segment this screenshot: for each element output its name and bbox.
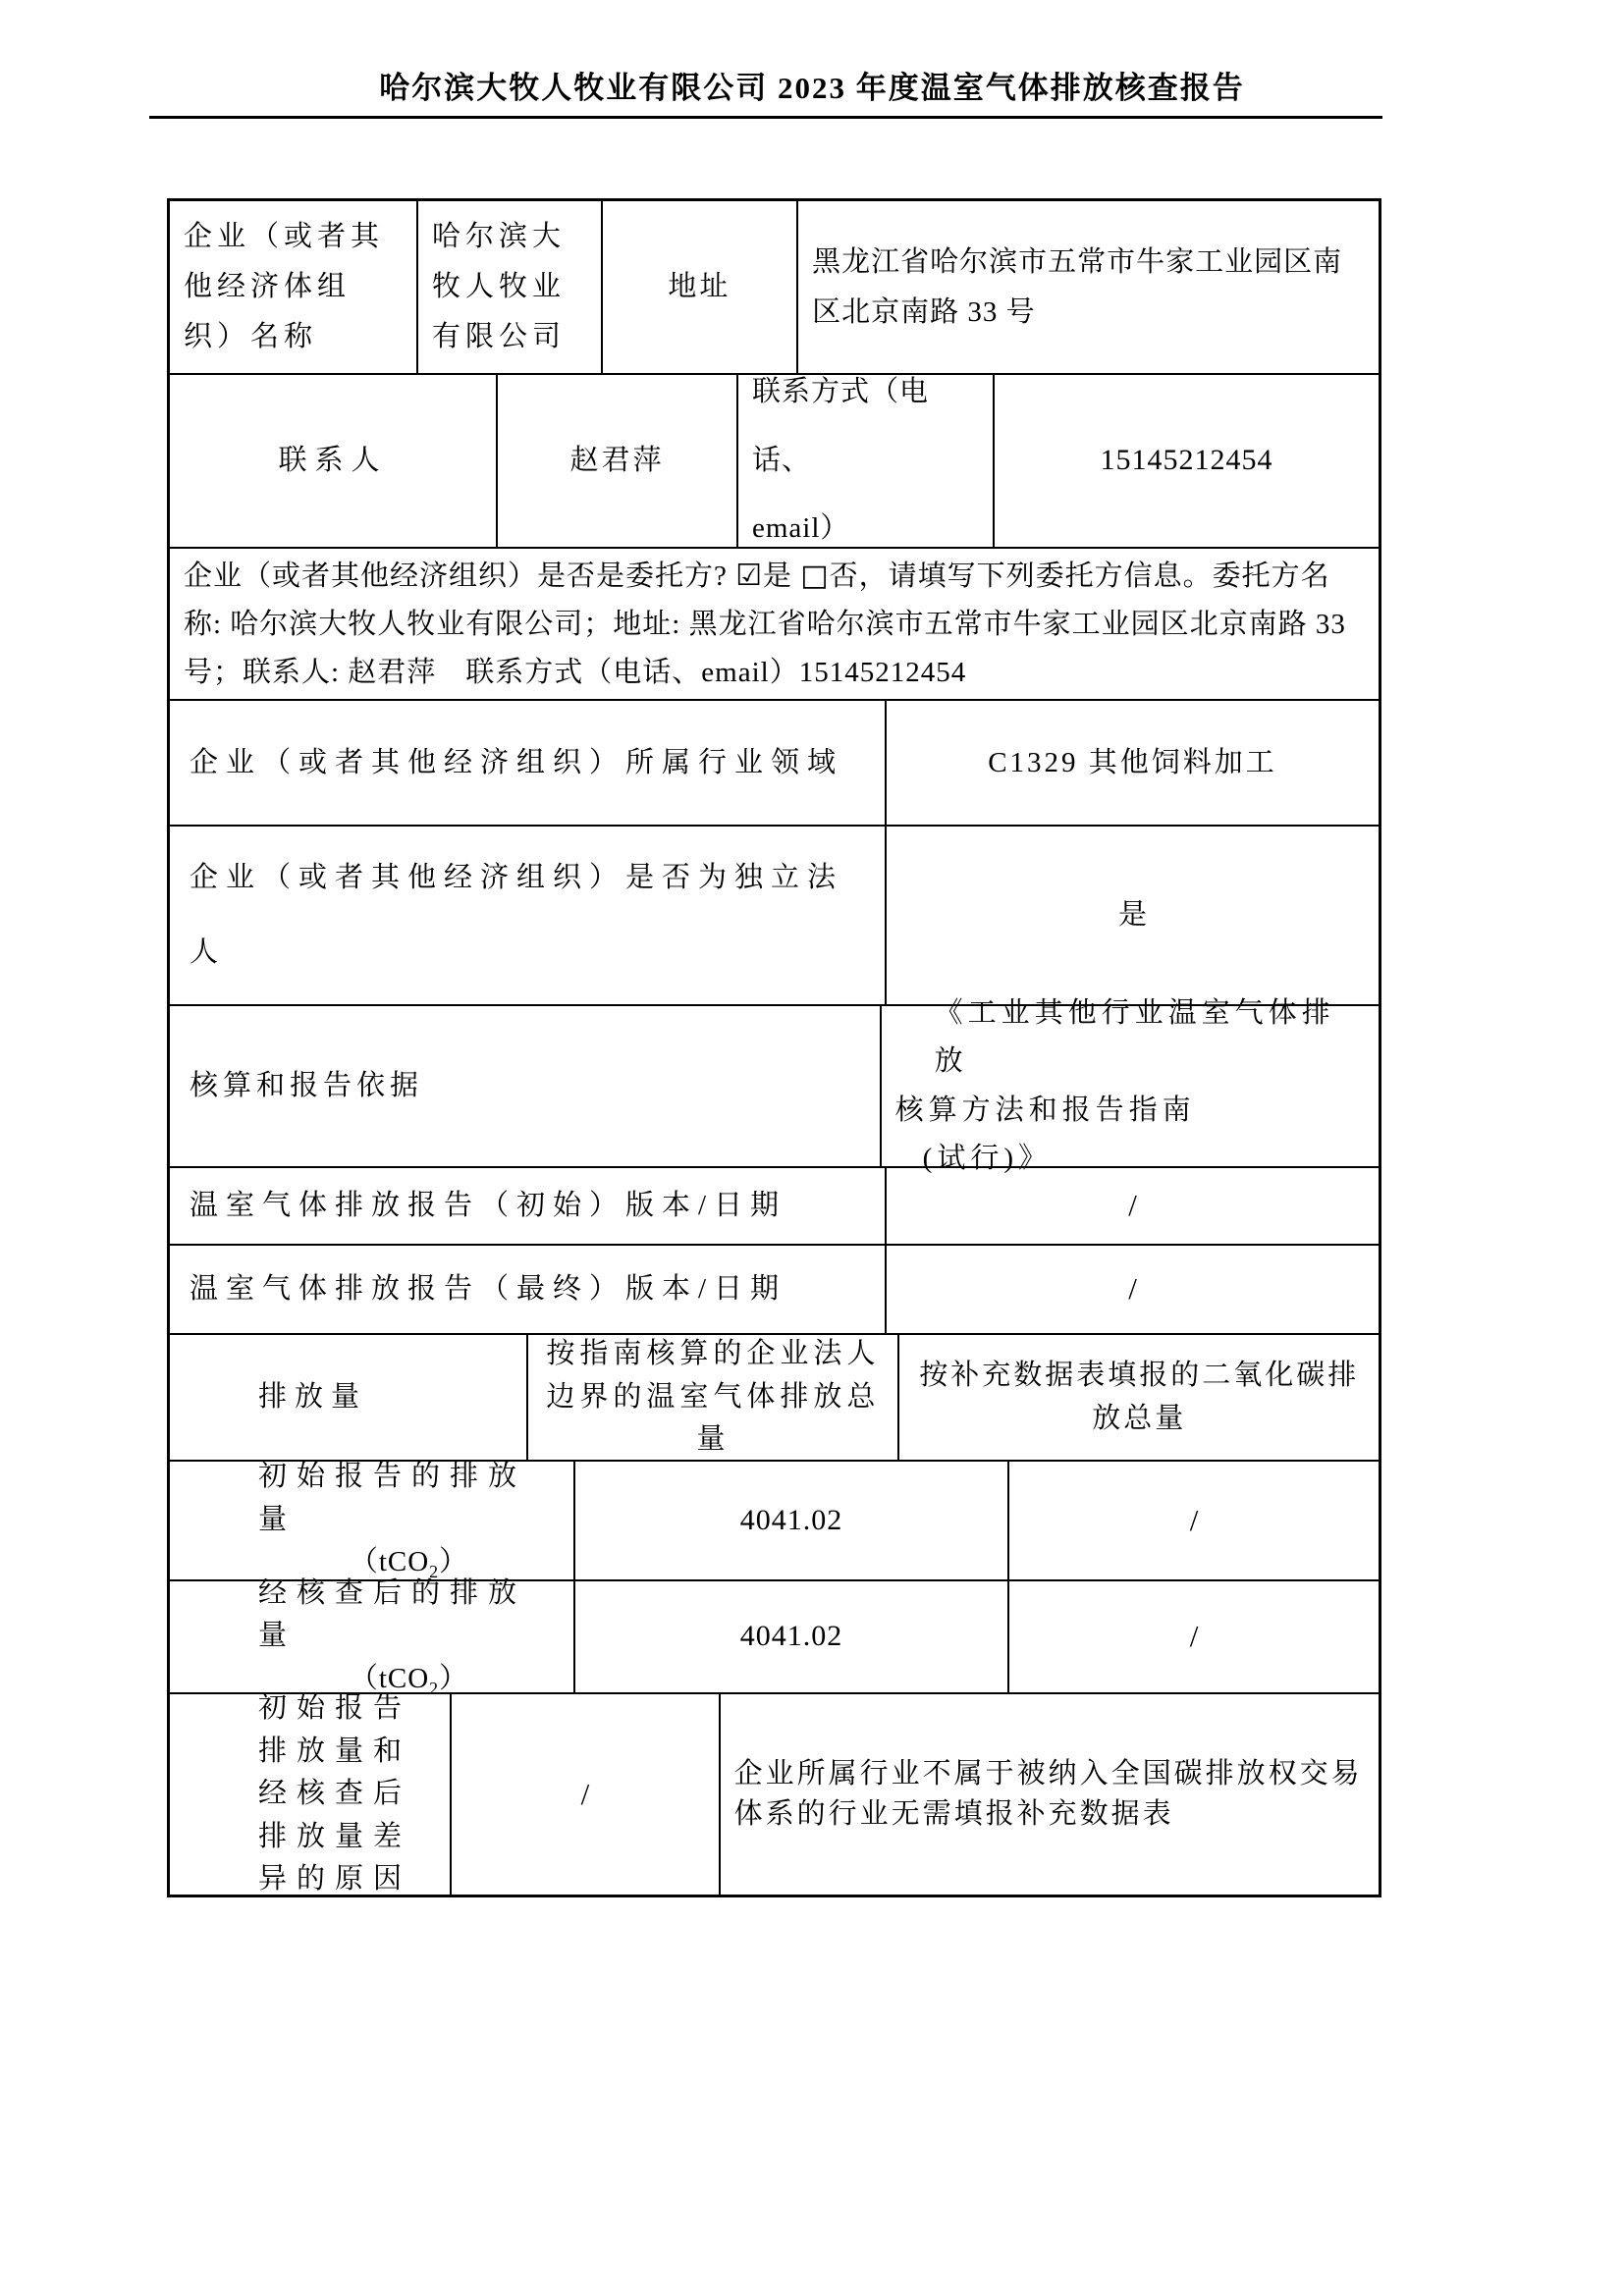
legal-entity-label: 企业（或者其他经济组织）是否为独立法人: [189, 862, 844, 968]
co2-subscript: 2: [429, 1678, 440, 1698]
guideline-total-header: 按指南核算的企业法人边界的温室气体排放总量: [526, 1335, 897, 1460]
company-name-label: 企业（或者其他经济体组织）名称: [184, 221, 385, 352]
address-value: 黑龙江省哈尔滨市五常市牛家工业园区南区北京南路 33 号: [796, 201, 1379, 373]
table-row-initial-emission: [170, 1460, 1379, 1579]
table-row-final-report: [170, 1244, 1379, 1333]
basis-label: 核算和报告依据: [189, 1070, 424, 1102]
initial-emission-supplementary-value: /: [1007, 1462, 1379, 1579]
final-report-value: /: [885, 1246, 1379, 1333]
initial-emission-unit: （tCO$_2$）: [349, 1546, 469, 1581]
basis-value-line1: 《工业其他行业温室气体排放: [934, 996, 1335, 1078]
verified-emission-guideline-value: 4041.02: [573, 1581, 1007, 1692]
initial-emission-guideline-value: 4041.02: [573, 1462, 1007, 1579]
table-row-legal-entity: [170, 825, 1379, 1004]
basis-value-line2: 核算方法和报告指南: [894, 1094, 1196, 1126]
verified-emission-label-line1: 经核查后的排放量: [258, 1576, 527, 1652]
final-report-label: 温室气体排放报告（最终）版本/日期: [189, 1273, 787, 1306]
table-row-company: [170, 201, 1379, 373]
contact-method-label: 联系方式（电话、 email）: [736, 375, 993, 547]
emissions-label: 排放量: [258, 1381, 368, 1414]
initial-emission-label-line1: 初始报告的排放量: [258, 1461, 527, 1535]
table-row-verified-emission: [170, 1576, 1379, 1698]
page-title: 哈尔滨大牧人牧业有限公司 2023 年度温室气体排放核查报告: [379, 71, 1245, 105]
unchecked-checkbox-icon: □: [800, 558, 830, 593]
client-info-text: 否，请填写下列委托方信息。委托方名称: 哈尔滨大牧人牧业有限公司；地址: 黑龙江省哈尔滨市五常市牛家工业园区北京南路 33 号；联系人: 赵君萍 联系方式（电话、email）15145212454: [184, 560, 1346, 689]
table-row-contact: [170, 373, 1379, 547]
client-question: 企业（或者其他经济组织）是否是委托方?: [184, 560, 736, 592]
basis-value: [880, 996, 1379, 1174]
enterprise-info-table: [167, 198, 1381, 1897]
client-paragraph: [184, 551, 1365, 698]
verified-emission-supplementary-value: /: [1007, 1581, 1379, 1692]
legal-entity-value: 是: [885, 827, 1379, 1004]
difference-guideline-value: /: [450, 1694, 718, 1895]
difference-reason-label: 初始报告排放量和经核查后排放量差异的原因: [258, 1692, 412, 1896]
initial-report-value: /: [885, 1168, 1379, 1244]
table-row-industry: [170, 699, 1379, 825]
difference-supplementary-value: 企业所属行业不属于被纳入全国碳排放权交易体系的行业无需填报补充数据表: [719, 1694, 1379, 1895]
contact-label: 联系人: [278, 445, 388, 477]
address-label: 地址: [601, 201, 796, 373]
table-row-emissions-header: [170, 1333, 1379, 1460]
company-name-value: 哈尔滨大牧人牧业有限公司: [416, 201, 601, 373]
contact-value: 赵君萍: [496, 375, 736, 547]
industry-value: C1329 其他饲料加工: [885, 701, 1379, 825]
co2-subscript: 2: [429, 1561, 440, 1581]
verified-emission-label: [170, 1576, 573, 1698]
client-paragraph-cell: [170, 549, 1379, 699]
basis-value-line3: (试行)》: [922, 1142, 1052, 1174]
initial-emission-label: [170, 1462, 573, 1579]
contact-method-value: 15145212454: [993, 375, 1379, 547]
table-row-initial-report: [170, 1166, 1379, 1244]
client-yes-label: 是: [763, 560, 801, 592]
industry-label: 企业（或者其他经济组织）所属行业领域: [189, 746, 844, 778]
table-row-difference-reason: [170, 1692, 1379, 1895]
header-divider: [149, 116, 1382, 119]
table-row-client: [170, 547, 1379, 699]
table-row-basis: [170, 996, 1379, 1174]
checked-checkbox-icon: ☑: [735, 558, 764, 593]
verified-emission-unit: （tCO$_2$）: [349, 1662, 469, 1698]
initial-report-label: 温室气体排放报告（初始）版本/日期: [189, 1190, 787, 1222]
supplementary-total-header: 按补充数据表填报的二氧化碳排放总量: [897, 1335, 1379, 1460]
